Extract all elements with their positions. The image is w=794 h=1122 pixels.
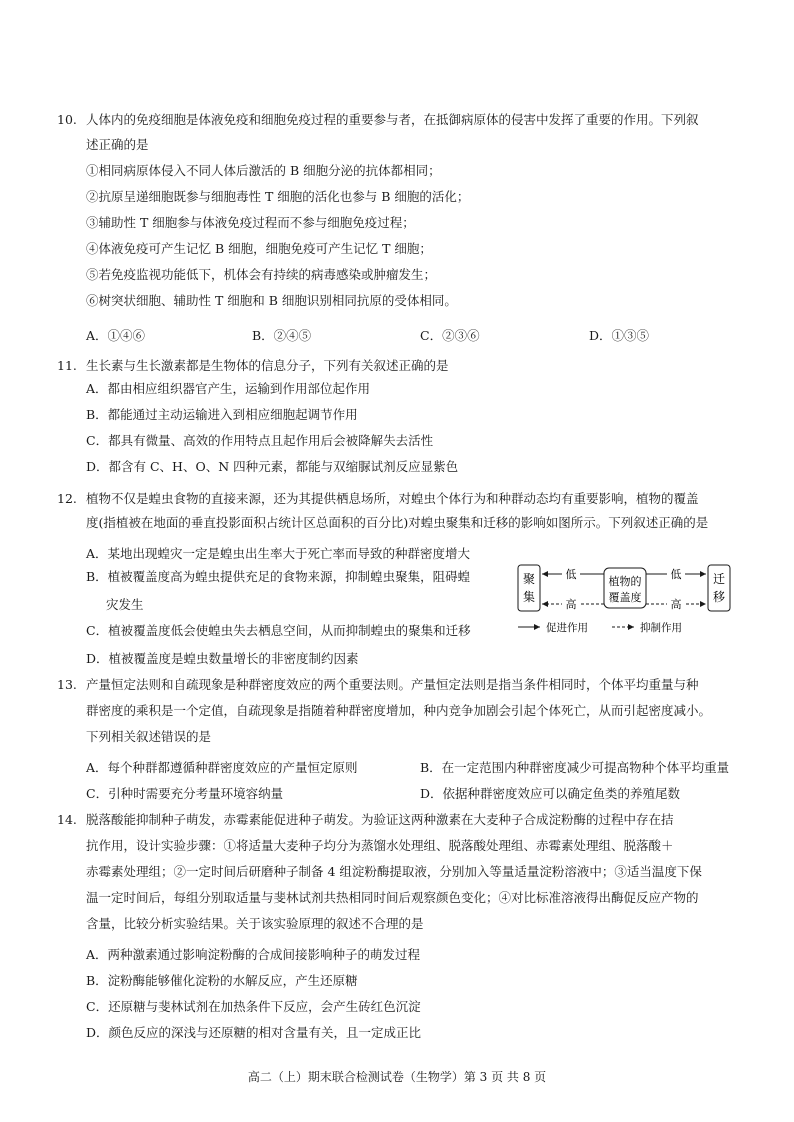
option-b: B．植被覆盖度高为蝗虫提供充足的食物来源，抑制蝗虫聚集，阻碍蝗 (86, 569, 471, 584)
option-a: A．某地出现蝗灾一定是蝗虫出生率大于死亡率而导致的种群密度增大 (86, 546, 471, 561)
question-stem-line: 群密度的乘积是一个定值，自疏现象是指随着种群密度增加，种内竞争加剧会引起个体死亡，从而引起密度减小。 (86, 703, 712, 718)
option-d: D．颜色反应的深浅与还原糖的相对含量有关，且一定成正比 (86, 1025, 422, 1040)
question-number: 14. (57, 812, 77, 827)
vegetation-coverage-label: 覆盖度 (608, 591, 642, 604)
high-label: 高 (670, 598, 682, 611)
low-label: 低 (565, 568, 577, 581)
page-footer: 高二（上）期末联合检测试卷（生物学）第 3 页 共 8 页 (247, 1070, 547, 1084)
statement-item: ②抗原呈递细胞既参与细胞毒性 T 细胞的活化也参与 B 细胞的活化； (86, 189, 470, 204)
option-d: D．①③⑤ (589, 328, 650, 343)
question-number: 12. (57, 491, 77, 506)
option-c: C．引种时需要充分考量环境容纳量 (86, 786, 284, 801)
statement-item: ⑤若免疫监视功能低下，机体会有持续的病毒感染或肿瘤发生； (86, 267, 437, 282)
option-c: C．都具有微量、高效的作用特点且起作用后会被降解失去活性 (86, 433, 434, 448)
question-stem-line: 赤霉素处理组；②一定时间后研磨种子制备 4 组淀粉酶提取液，分别加入等量适量淀粉溶液中；③适当温度下保 (86, 864, 702, 879)
option-a: A．每个种群都遵循种群密度效应的产量恒定原则 (86, 760, 358, 775)
question-number: 10. (57, 112, 77, 127)
legend-promote-label: 促进作用 (546, 622, 588, 634)
question-stem-line: 抗作用，设计实验步骤：①将适量大麦种子均分为蒸馏水处理组、脱落酸处理组、赤霉素处理组、脱落酸＋ (86, 838, 674, 853)
statement-item: ①相同病原体侵入不同人体后激活的 B 细胞分泌的抗体都相同； (86, 163, 441, 178)
question-stem-line: 温一定时间后，每组分别取适量与斐林试剂共热相同时间后观察颜色变化；④对比标准溶液得出酶促反应产物的 (86, 890, 699, 905)
option-c: C．②③⑥ (420, 328, 480, 343)
aggregation-label: 集 (522, 590, 536, 604)
question-number: 11. (57, 358, 77, 373)
statement-item: ④体液免疫可产生记忆 B 细胞，细胞免疫可产生记忆 T 细胞； (86, 241, 432, 256)
option-a: A．①④⑥ (86, 328, 146, 343)
question-stem-line: 脱落酸能抑制种子萌发，赤霉素能促进种子萌发。为验证这两种激素在大麦种子合成淀粉酶的过程中存在拮 (86, 812, 674, 827)
question-stem-line: 述正确的是 (86, 137, 149, 152)
question-stem-line: 植物不仅是蝗虫食物的直接来源，还为其提供栖息场所，对蝗虫个体行为和种群动态均有重要影响，植物的覆盖 (86, 491, 699, 506)
high-label: 高 (565, 598, 577, 611)
question-number: 13. (57, 677, 77, 692)
migration-label: 移 (712, 590, 726, 604)
option-a: A．都由相应组织器官产生，运输到作用部位起作用 (86, 381, 371, 396)
aggregation-label: 聚 (522, 572, 536, 586)
legend-inhibit-label: 抑制作用 (640, 622, 682, 634)
option-d: D．都含有 C、H、O、N 四种元素，都能与双缩脲试剂反应显紫色 (86, 459, 459, 474)
option-b: B．在一定范围内种群密度减少可提高物种个体平均重量 (420, 760, 730, 775)
vegetation-coverage-label: 植物的 (608, 575, 642, 588)
option-b: B．都能通过主动运输进入到相应细胞起调节作用 (86, 407, 358, 422)
statement-item: ⑥树突状细胞、辅助性 T 细胞和 B 细胞识别相同抗原的受体相同。 (86, 293, 457, 308)
low-label: 低 (670, 568, 682, 581)
option-c: C．还原糖与斐林试剂在加热条件下反应，会产生砖红色沉淀 (86, 999, 421, 1014)
option-b: B．②④⑤ (252, 328, 312, 343)
migration-label: 迁 (712, 572, 726, 586)
option-b: B．淀粉酶能够催化淀粉的水解反应，产生还原糖 (86, 973, 358, 988)
question-stem-line: 产量恒定法则和自疏现象是种群密度效应的两个重要法则。产量恒定法则是指当条件相同时，个体平均重量与种 (86, 677, 699, 692)
locust-coverage-diagram (512, 560, 756, 642)
statement-item: ③辅助性 T 细胞参与体液免疫过程而不参与细胞免疫过程； (86, 215, 415, 230)
option-d: D．依据种群密度效应可以确定鱼类的养殖尾数 (420, 786, 681, 801)
option-a: A．两种激素通过影响淀粉酶的合成间接影响种子的萌发过程 (86, 947, 421, 962)
option-d: D．植被覆盖度是蝗虫数量增长的非密度制约因素 (86, 651, 359, 666)
question-stem-line: 生长素与生长激素都是生物体的信息分子，下列有关叙述正确的是 (86, 358, 449, 373)
option-c: C．植被覆盖度低会使蝗虫失去栖息空间，从而抑制蝗虫的聚集和迁移 (86, 623, 471, 638)
question-stem-line: 度(指植被在地面的垂直投影面积占统计区总面积的百分比)对蝗虫聚集和迁移的影响如图所示。下列叙述正确的是 (86, 515, 709, 530)
question-stem-line: 含量，比较分析实验结果。关于该实验原理的叙述不合理的是 (86, 916, 424, 931)
option-b-continued: 灾发生 (106, 597, 144, 612)
question-stem-line: 下列相关叙述错误的是 (86, 729, 212, 744)
question-stem-line: 人体内的免疫细胞是体液免疫和细胞免疫过程的重要参与者，在抵御病原体的侵害中发挥了重要的作用。下列叙 (86, 112, 699, 127)
